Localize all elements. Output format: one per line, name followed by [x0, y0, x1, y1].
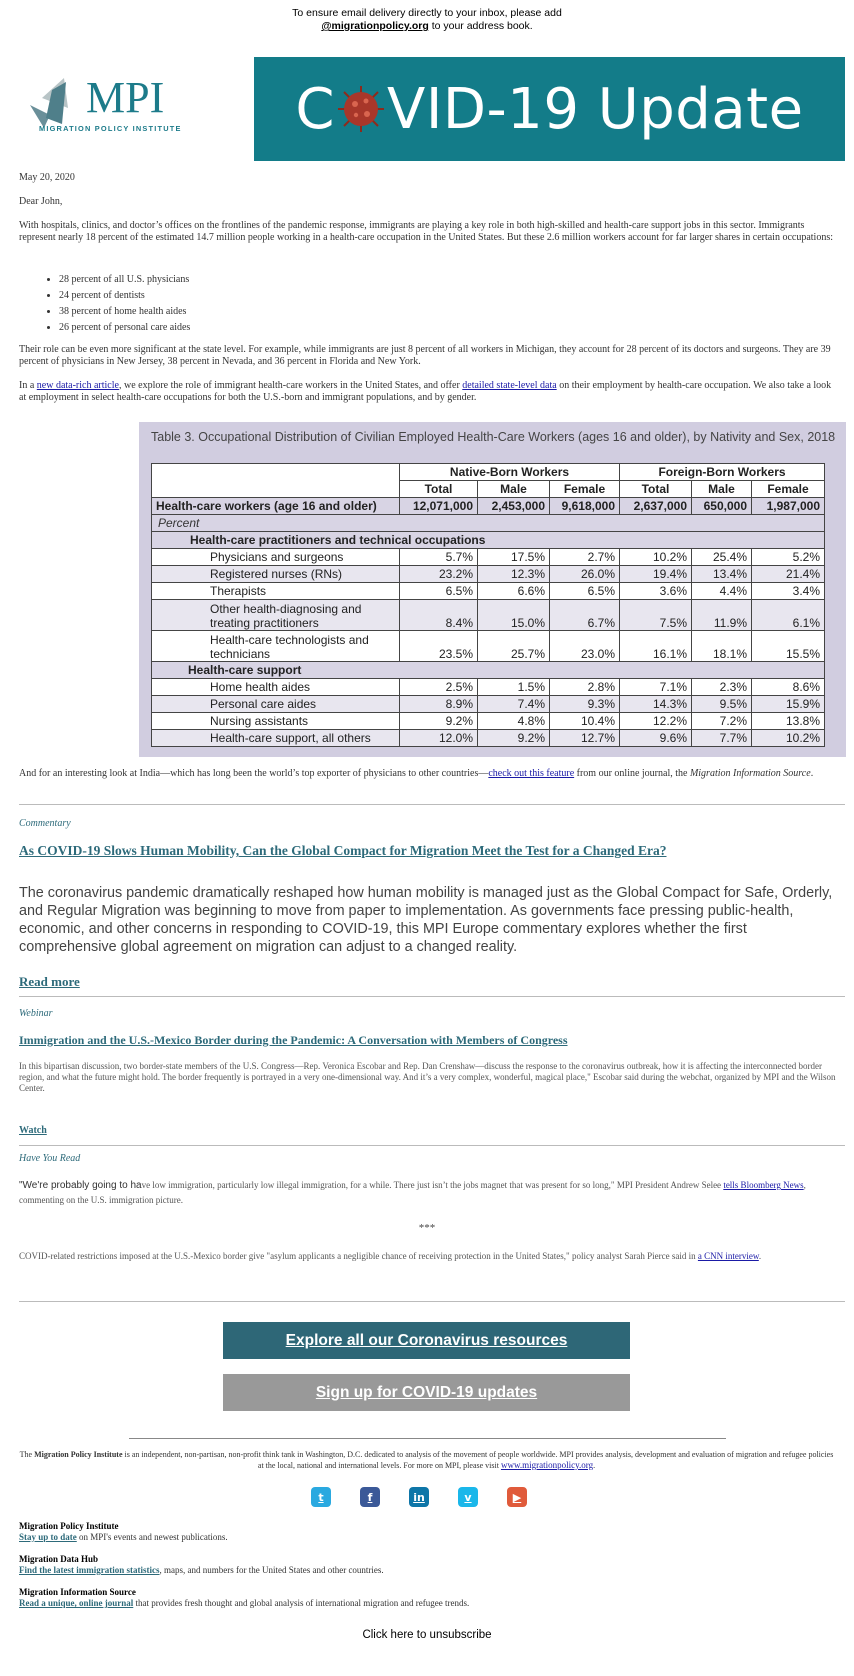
- table-cell: 9.2%: [400, 713, 478, 730]
- footer-about: [19, 1449, 834, 1471]
- mpi-logo[interactable]: [22, 70, 222, 140]
- banner-title-end: VID-19 Update: [387, 76, 804, 142]
- foreign-born-header: Foreign-Born Workers: [620, 464, 825, 481]
- about-org: Migration Policy Institute: [34, 1450, 123, 1459]
- table-cell: 9.6%: [620, 730, 692, 747]
- state-data-link[interactable]: detailed state-level data: [462, 380, 557, 391]
- table-cell: 10.2%: [620, 549, 692, 566]
- table-header-row: [152, 464, 825, 481]
- distribution-table: [151, 463, 825, 747]
- quote-rest: ve low immigration, particularly low illegal immigration, for a while. There just isn’t the jobs magnet that was present for so long," MPI President Andrew Selee: [141, 1180, 724, 1190]
- table-cell: 16.1%: [620, 631, 692, 662]
- table-cell: 9.5%: [692, 696, 752, 713]
- row-label: Health-care support, all others: [152, 730, 400, 747]
- article-text-1: In a: [19, 380, 37, 391]
- article-paragraph: [19, 380, 834, 404]
- table-cell: 4.8%: [478, 713, 550, 730]
- footer-block-text: on MPI's events and newest publications.: [76, 1532, 228, 1542]
- list-item: • 24 percent of dentists: [59, 288, 190, 304]
- youtube-icon[interactable]: ▶: [507, 1487, 527, 1507]
- table-row: [152, 713, 825, 730]
- separator-stars: ***: [418, 1222, 436, 1234]
- preheader: [0, 7, 854, 33]
- pierce-item: [19, 1249, 845, 1264]
- table-cell: 17.5%: [478, 549, 550, 566]
- quote-after: , commenting on the U.S. immigration picture.: [19, 1180, 806, 1205]
- native-born-header: Native-Born Workers: [400, 464, 620, 481]
- row-label: Nursing assistants: [152, 713, 400, 730]
- logo-subtitle: MIGRATION POLICY INSTITUTE: [39, 124, 182, 133]
- table-cell: 1,987,000: [752, 498, 825, 515]
- table-cell: 13.4%: [692, 566, 752, 583]
- data-article-link[interactable]: new data-rich article: [36, 380, 119, 391]
- table-cell: 11.9%: [692, 600, 752, 631]
- footer-block-title: Migration Information Source: [19, 1587, 136, 1597]
- selee-quote: [19, 1178, 845, 1208]
- row-label: Home health aides: [152, 679, 400, 696]
- commentary-body: The coronavirus pandemic dramatically reshaped how human mobility is managed just as the Global Compact for Safe, Orderly, and Regular Migration was beginning to move from paper to implementation. As governments face pressing public-health, economic, and other concerns in responding to COVID-19, this MPI Europe commentary explores whether the first comprehensive global agreement on migration can adjust to a changed reality.: [19, 885, 833, 955]
- table-cell: 7.1%: [620, 679, 692, 696]
- table-cell: 2,453,000: [478, 498, 550, 515]
- table-cell: 12.7%: [550, 730, 620, 747]
- table-cell: 23.5%: [400, 631, 478, 662]
- greeting: Dear John,: [19, 196, 63, 207]
- divider: [19, 804, 845, 805]
- about-text: is an independent, non-partisan, non-profit think tank in Washington, D.C. dedicated to analysis of the movement of people worldwide. MPI provides analysis, development and evaluation of migration and refugee policies at the local, national and international levels. For more on MPI, please visit: [122, 1450, 834, 1470]
- online-journal-link[interactable]: Read a unique, online journal: [19, 1598, 134, 1608]
- column-header: Male: [692, 481, 752, 498]
- india-text-1: And for an interesting look at India—which has long been the world’s top exporter of physicians to other countries—: [19, 768, 489, 779]
- explore-resources-button[interactable]: Explore all our Coronavirus resources: [223, 1322, 630, 1359]
- article-text-3: on their employment by health-care occupation. We also take a look at employment in select health-care occupations for both the U.S.-born and immigrant populations, and by gender.: [19, 380, 832, 403]
- have-you-read-kicker: Have You Read: [19, 1153, 81, 1164]
- divider: [19, 1145, 845, 1146]
- statistics-link[interactable]: Find the latest immigration statistics: [19, 1565, 160, 1575]
- row-label: Health-care technologists and technicians: [152, 631, 400, 662]
- list-item: • 26 percent of personal care aides: [59, 320, 190, 336]
- table-row: [152, 583, 825, 600]
- pierce-end: .: [758, 1251, 762, 1261]
- linkedin-icon[interactable]: in: [409, 1487, 429, 1507]
- journal-name: Migration Information Source: [689, 768, 811, 779]
- row-label: Physicians and surgeons: [152, 549, 400, 566]
- table-cell: 9.2%: [478, 730, 550, 747]
- table-cell: 5.7%: [400, 549, 478, 566]
- coronavirus-icon: [336, 84, 386, 134]
- total-label: Health-care workers (age 16 and older): [152, 498, 400, 515]
- table-cell: 4.4%: [692, 583, 752, 600]
- percent-label: Percent: [152, 515, 825, 532]
- table-cell: 25.4%: [692, 549, 752, 566]
- vimeo-icon[interactable]: v: [458, 1487, 478, 1507]
- table-section-row: [152, 532, 825, 549]
- signup-updates-button[interactable]: Sign up for COVID-19 updates: [223, 1374, 630, 1411]
- table-row: [152, 696, 825, 713]
- table-row: [152, 730, 825, 747]
- footer-block-text: , maps, and numbers for the United States and other countries.: [159, 1565, 384, 1575]
- column-header: Female: [550, 481, 620, 498]
- list-item: • 28 percent of all U.S. physicians: [59, 272, 190, 288]
- footer-block-mpi: [19, 1521, 228, 1543]
- table-cell: 3.4%: [752, 583, 825, 600]
- table-row: [152, 600, 825, 631]
- footer-block-title: Migration Data Hub: [19, 1554, 99, 1564]
- table-total-row: [152, 498, 825, 515]
- pierce-text: COVID-related restrictions imposed at the U.S.-Mexico border give "asylum applicants a negligible chance of receiving protection in the United States," policy analyst Sarah Pierce said in: [19, 1251, 698, 1261]
- email-date: May 20, 2020: [19, 172, 75, 183]
- table-percent-row: [152, 515, 825, 532]
- column-header: Male: [478, 481, 550, 498]
- table-cell: 23.0%: [550, 631, 620, 662]
- table-cell: 15.0%: [478, 600, 550, 631]
- footer-divider: [129, 1438, 726, 1439]
- column-header: Female: [752, 481, 825, 498]
- table-cell: 650,000: [692, 498, 752, 515]
- list-item: • 38 percent of home health aides: [59, 304, 190, 320]
- watch-link[interactable]: Watch: [19, 1125, 47, 1136]
- table-cell: 7.5%: [620, 600, 692, 631]
- table-section-row: [152, 662, 825, 679]
- table-cell: 9.3%: [550, 696, 620, 713]
- table-cell: 13.8%: [752, 713, 825, 730]
- quote-start: "We're probably going to ha: [19, 1180, 142, 1191]
- footer-block-source: [19, 1587, 469, 1609]
- read-more-link[interactable]: Read more: [19, 974, 80, 989]
- table-cell: 12.3%: [478, 566, 550, 583]
- table-cell: 8.6%: [752, 679, 825, 696]
- commentary-title-link[interactable]: As COVID-19 Slows Human Mobility, Can the Global Compact for Migration Meet the Test for a Changed Era?: [19, 843, 667, 858]
- table-cell: 2.5%: [400, 679, 478, 696]
- row-label: Personal care aides: [152, 696, 400, 713]
- footer-block-datahub: [19, 1554, 384, 1576]
- about-pre: The: [19, 1450, 35, 1459]
- intro-paragraph: With hospitals, clinics, and doctor’s offices on the frontlines of the pandemic response, immigrants are playing a key role in both high-skilled and health-care support jobs in this sector. Immigrants represent nearly 18 percent of the estimated 14.7 million people working in a health-care occupation in the United States. But these 2.6 million workers account for far larger shares in certain occupations:: [19, 220, 833, 243]
- banner-title-start: C: [295, 76, 336, 142]
- table-cell: 7.2%: [692, 713, 752, 730]
- column-header: Total: [400, 481, 478, 498]
- table-cell: 1.5%: [478, 679, 550, 696]
- cnn-interview-link[interactable]: a CNN interview: [697, 1251, 759, 1261]
- section-support: Health-care support: [152, 662, 825, 679]
- table-row: [152, 631, 825, 662]
- state-paragraph: Their role can be even more significant at the state level. For example, while immigrants are just 8 percent of all workers in Michigan, they account for 28 percent of its doctors and surgeons. They are 39 percent of physicians in New Jersey, 38 percent in Nevada, and 36 percent in Florida and New York.: [19, 344, 831, 367]
- table-image: [139, 422, 846, 757]
- table-cell: 12,071,000: [400, 498, 478, 515]
- table-cell: 12.0%: [400, 730, 478, 747]
- preheader-suffix: to your address book.: [428, 20, 533, 32]
- table-cell: 6.5%: [400, 583, 478, 600]
- table-cell: 7.4%: [478, 696, 550, 713]
- webinar-title-link[interactable]: Immigration and the U.S.-Mexico Border during the Pandemic: A Conversation with Members of Congress: [19, 1033, 568, 1047]
- table-cell: 15.9%: [752, 696, 825, 713]
- footer-block-text: that provides fresh thought and global analysis of international migration and refugee trends.: [133, 1598, 470, 1608]
- column-header: Total: [620, 481, 692, 498]
- table-cell: 23.2%: [400, 566, 478, 583]
- preheader-text: To ensure email delivery directly to your inbox, please add: [292, 7, 562, 19]
- banner-title: [254, 57, 845, 161]
- facebook-icon[interactable]: f: [360, 1487, 380, 1507]
- table-cell: 6.1%: [752, 600, 825, 631]
- table-cell: 2.3%: [692, 679, 752, 696]
- india-paragraph: [19, 768, 834, 780]
- row-label: Registered nurses (RNs): [152, 566, 400, 583]
- about-end: .: [593, 1461, 596, 1470]
- commentary-kicker: Commentary: [19, 818, 71, 829]
- webinar-kicker: Webinar: [19, 1008, 53, 1019]
- table-cell: 8.4%: [400, 600, 478, 631]
- table-cell: 2.7%: [550, 549, 620, 566]
- header-blank: [152, 464, 400, 498]
- table-cell: 6.5%: [550, 583, 620, 600]
- website-link[interactable]: www.migrationpolicy.org: [500, 1460, 594, 1470]
- unsubscribe-link[interactable]: Click here to unsubscribe: [362, 1629, 492, 1641]
- india-feature-link[interactable]: check out this feature: [488, 768, 575, 779]
- row-label: Therapists: [152, 583, 400, 600]
- bloomberg-link[interactable]: tells Bloomberg News: [723, 1180, 804, 1190]
- footer-block-title: Migration Policy Institute: [19, 1521, 119, 1531]
- table-cell: 2,637,000: [620, 498, 692, 515]
- table-cell: 26.0%: [550, 566, 620, 583]
- table-cell: 18.1%: [692, 631, 752, 662]
- table-cell: 10.4%: [550, 713, 620, 730]
- india-text-2: from our online journal, the: [574, 768, 690, 779]
- table-cell: 6.7%: [550, 600, 620, 631]
- table-cell: 15.5%: [752, 631, 825, 662]
- table-cell: 7.7%: [692, 730, 752, 747]
- table-row: [152, 566, 825, 583]
- table-cell: 14.3%: [620, 696, 692, 713]
- table-cell: 3.6%: [620, 583, 692, 600]
- table-cell: 5.2%: [752, 549, 825, 566]
- section-practitioners: Health-care practitioners and technical occupations: [152, 532, 825, 549]
- table-cell: 8.9%: [400, 696, 478, 713]
- covid-banner: [254, 57, 845, 161]
- row-label: Other health-diagnosing and treating practitioners: [152, 600, 400, 631]
- table-cell: 21.4%: [752, 566, 825, 583]
- webinar-body: In this bipartisan discussion, two border-state members of the U.S. Congress—Rep. Veronica Escobar and Rep. Dan Crenshaw—discuss the response to the coronavirus outbreak, how it is affecting the interconnected border region, and what the future might hold. The border frequently is portrayed in a very one-dimensional way. And it’s a very complex, wonderful, magical place," Escobar said during the webchat, organized by MPI and the Wilson Center.: [19, 1061, 836, 1093]
- india-text-3: .: [810, 768, 814, 779]
- table-row: [152, 549, 825, 566]
- table-cell: 25.7%: [478, 631, 550, 662]
- table-cell: 10.2%: [752, 730, 825, 747]
- table-cell: 12.2%: [620, 713, 692, 730]
- table-cell: 6.6%: [478, 583, 550, 600]
- table-row: [152, 679, 825, 696]
- divider: [19, 996, 845, 997]
- mpi-logo-mark: [22, 70, 222, 140]
- logo-name: MPI: [86, 73, 165, 122]
- twitter-icon[interactable]: t: [311, 1487, 331, 1507]
- divider: [19, 1301, 845, 1302]
- stay-up-to-date-link[interactable]: Stay up to date: [19, 1532, 77, 1542]
- occupation-list: [40, 272, 190, 336]
- table-cell: 19.4%: [620, 566, 692, 583]
- address-link[interactable]: @migrationpolicy.org: [321, 20, 429, 32]
- article-text-2: , we explore the role of immigrant health-care workers in the United States, and offer: [118, 380, 463, 391]
- table-cell: 2.8%: [550, 679, 620, 696]
- table-title: Table 3. Occupational Distribution of Civilian Employed Health-Care Workers (ages 16 and older), by Nativity and Sex, 2018: [151, 430, 836, 444]
- table-cell: 9,618,000: [550, 498, 620, 515]
